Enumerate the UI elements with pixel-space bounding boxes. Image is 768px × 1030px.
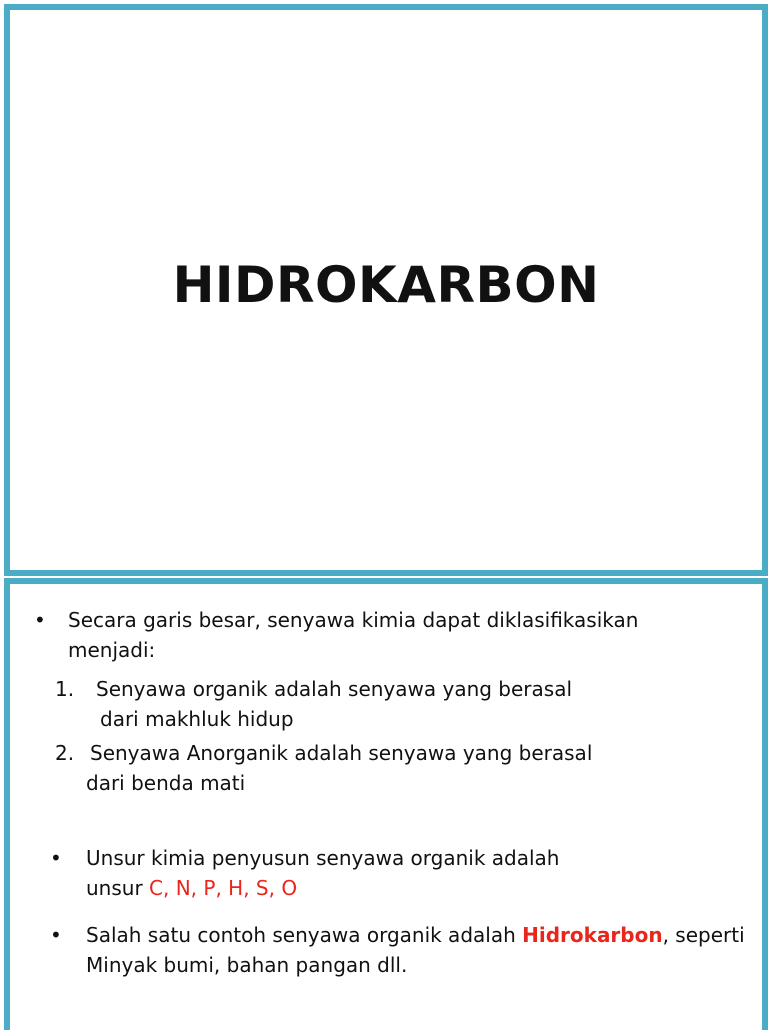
elements-line-2 — [86, 873, 297, 903]
bullet-marker: • — [50, 846, 62, 870]
list-item-2-line-1: Senyawa Anorganik adalah senyawa yang berasal — [90, 741, 593, 765]
example-highlight: Hidrokarbon — [522, 923, 663, 947]
slide-title — [4, 4, 768, 576]
list-item-1-line-1: Senyawa organik adalah senyawa yang berasal — [96, 677, 573, 701]
list-item-1-line-2: dari makhluk hidup — [100, 707, 294, 731]
list-number-1: 1. — [55, 677, 75, 701]
elements-prefix: unsur — [86, 876, 150, 900]
slide-title-heading: HIDROKARBON — [172, 256, 600, 314]
elements-list-highlight: C, N, P, H, S, O — [149, 876, 298, 900]
list-item-2-line-2: dari benda mati — [86, 771, 246, 795]
slide-content — [4, 578, 768, 1030]
elements-line-1: Unsur kimia penyusun senyawa organik adalah — [86, 846, 560, 870]
intro-line-2: menjadi: — [68, 638, 156, 662]
bullet-marker: • — [34, 608, 46, 632]
example-suffix: , seperti — [662, 923, 745, 947]
example-prefix: Salah satu contoh senyawa organik adalah — [86, 923, 523, 947]
example-line-2: Minyak bumi, bahan pangan dll. — [86, 953, 408, 977]
intro-line-1: Secara garis besar, senyawa kimia dapat diklasifikasikan — [68, 608, 639, 632]
bullet-marker: • — [50, 923, 62, 947]
list-number-2: 2. — [55, 741, 75, 765]
example-line-1 — [86, 920, 745, 950]
